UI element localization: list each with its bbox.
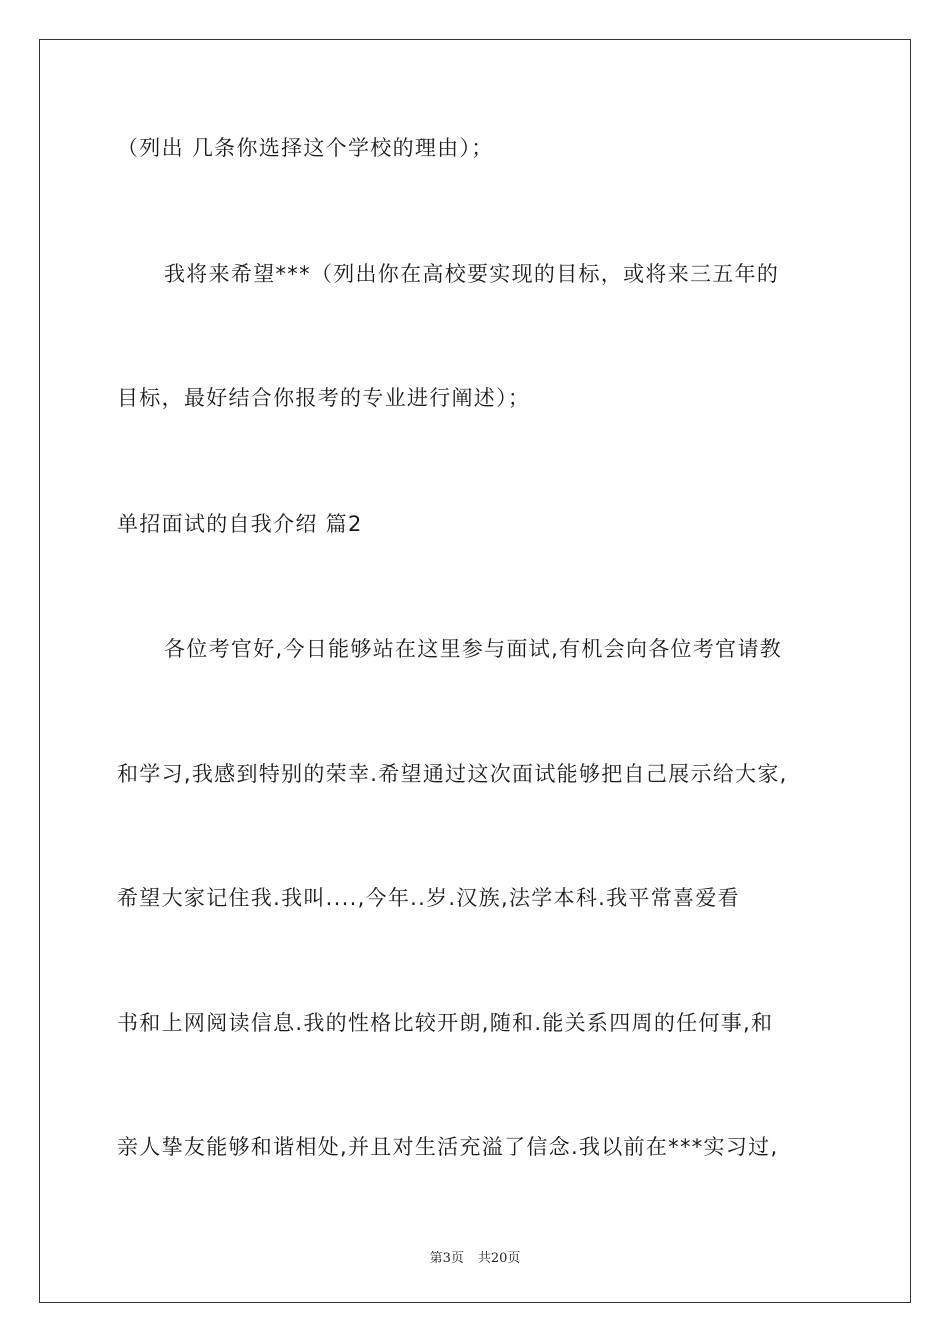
- paragraph-line: 希望大家记住我.我叫....,今年..岁.汉族,法学本科.我平常喜爱看: [117, 886, 740, 910]
- page-border: [39, 39, 911, 1303]
- paragraph-line: 亲人挚友能够和谐相处,并且对生活充溢了信念.我以前在***实习过,: [117, 1135, 779, 1159]
- paragraph-line: 和学习,我感到特别的荣幸.希望通过这次面试能够把自己展示给大家,: [117, 762, 788, 786]
- paragraph-line: 各位考官好,今日能够站在这里参与面试,有机会向各位考官请教: [164, 637, 783, 661]
- paragraph-line: 书和上网阅读信息.我的性格比较开朗,随和.能关系四周的任何事,和: [117, 1011, 774, 1035]
- page-footer: [0, 1247, 950, 1266]
- section-heading: 单招面试的自我介绍 篇2: [117, 512, 363, 536]
- page-total: 共20页: [477, 1251, 521, 1266]
- paragraph-line: 目标，最好结合你报考的专业进行阐述）；: [117, 386, 531, 410]
- paragraph-line: 我将来希望***（列出你在高校要实现的目标，或将来三五年的: [164, 262, 780, 286]
- paragraph-line: （列出 几条你选择这个学校的理由）；: [117, 136, 494, 160]
- page-number: 第3页: [429, 1251, 464, 1266]
